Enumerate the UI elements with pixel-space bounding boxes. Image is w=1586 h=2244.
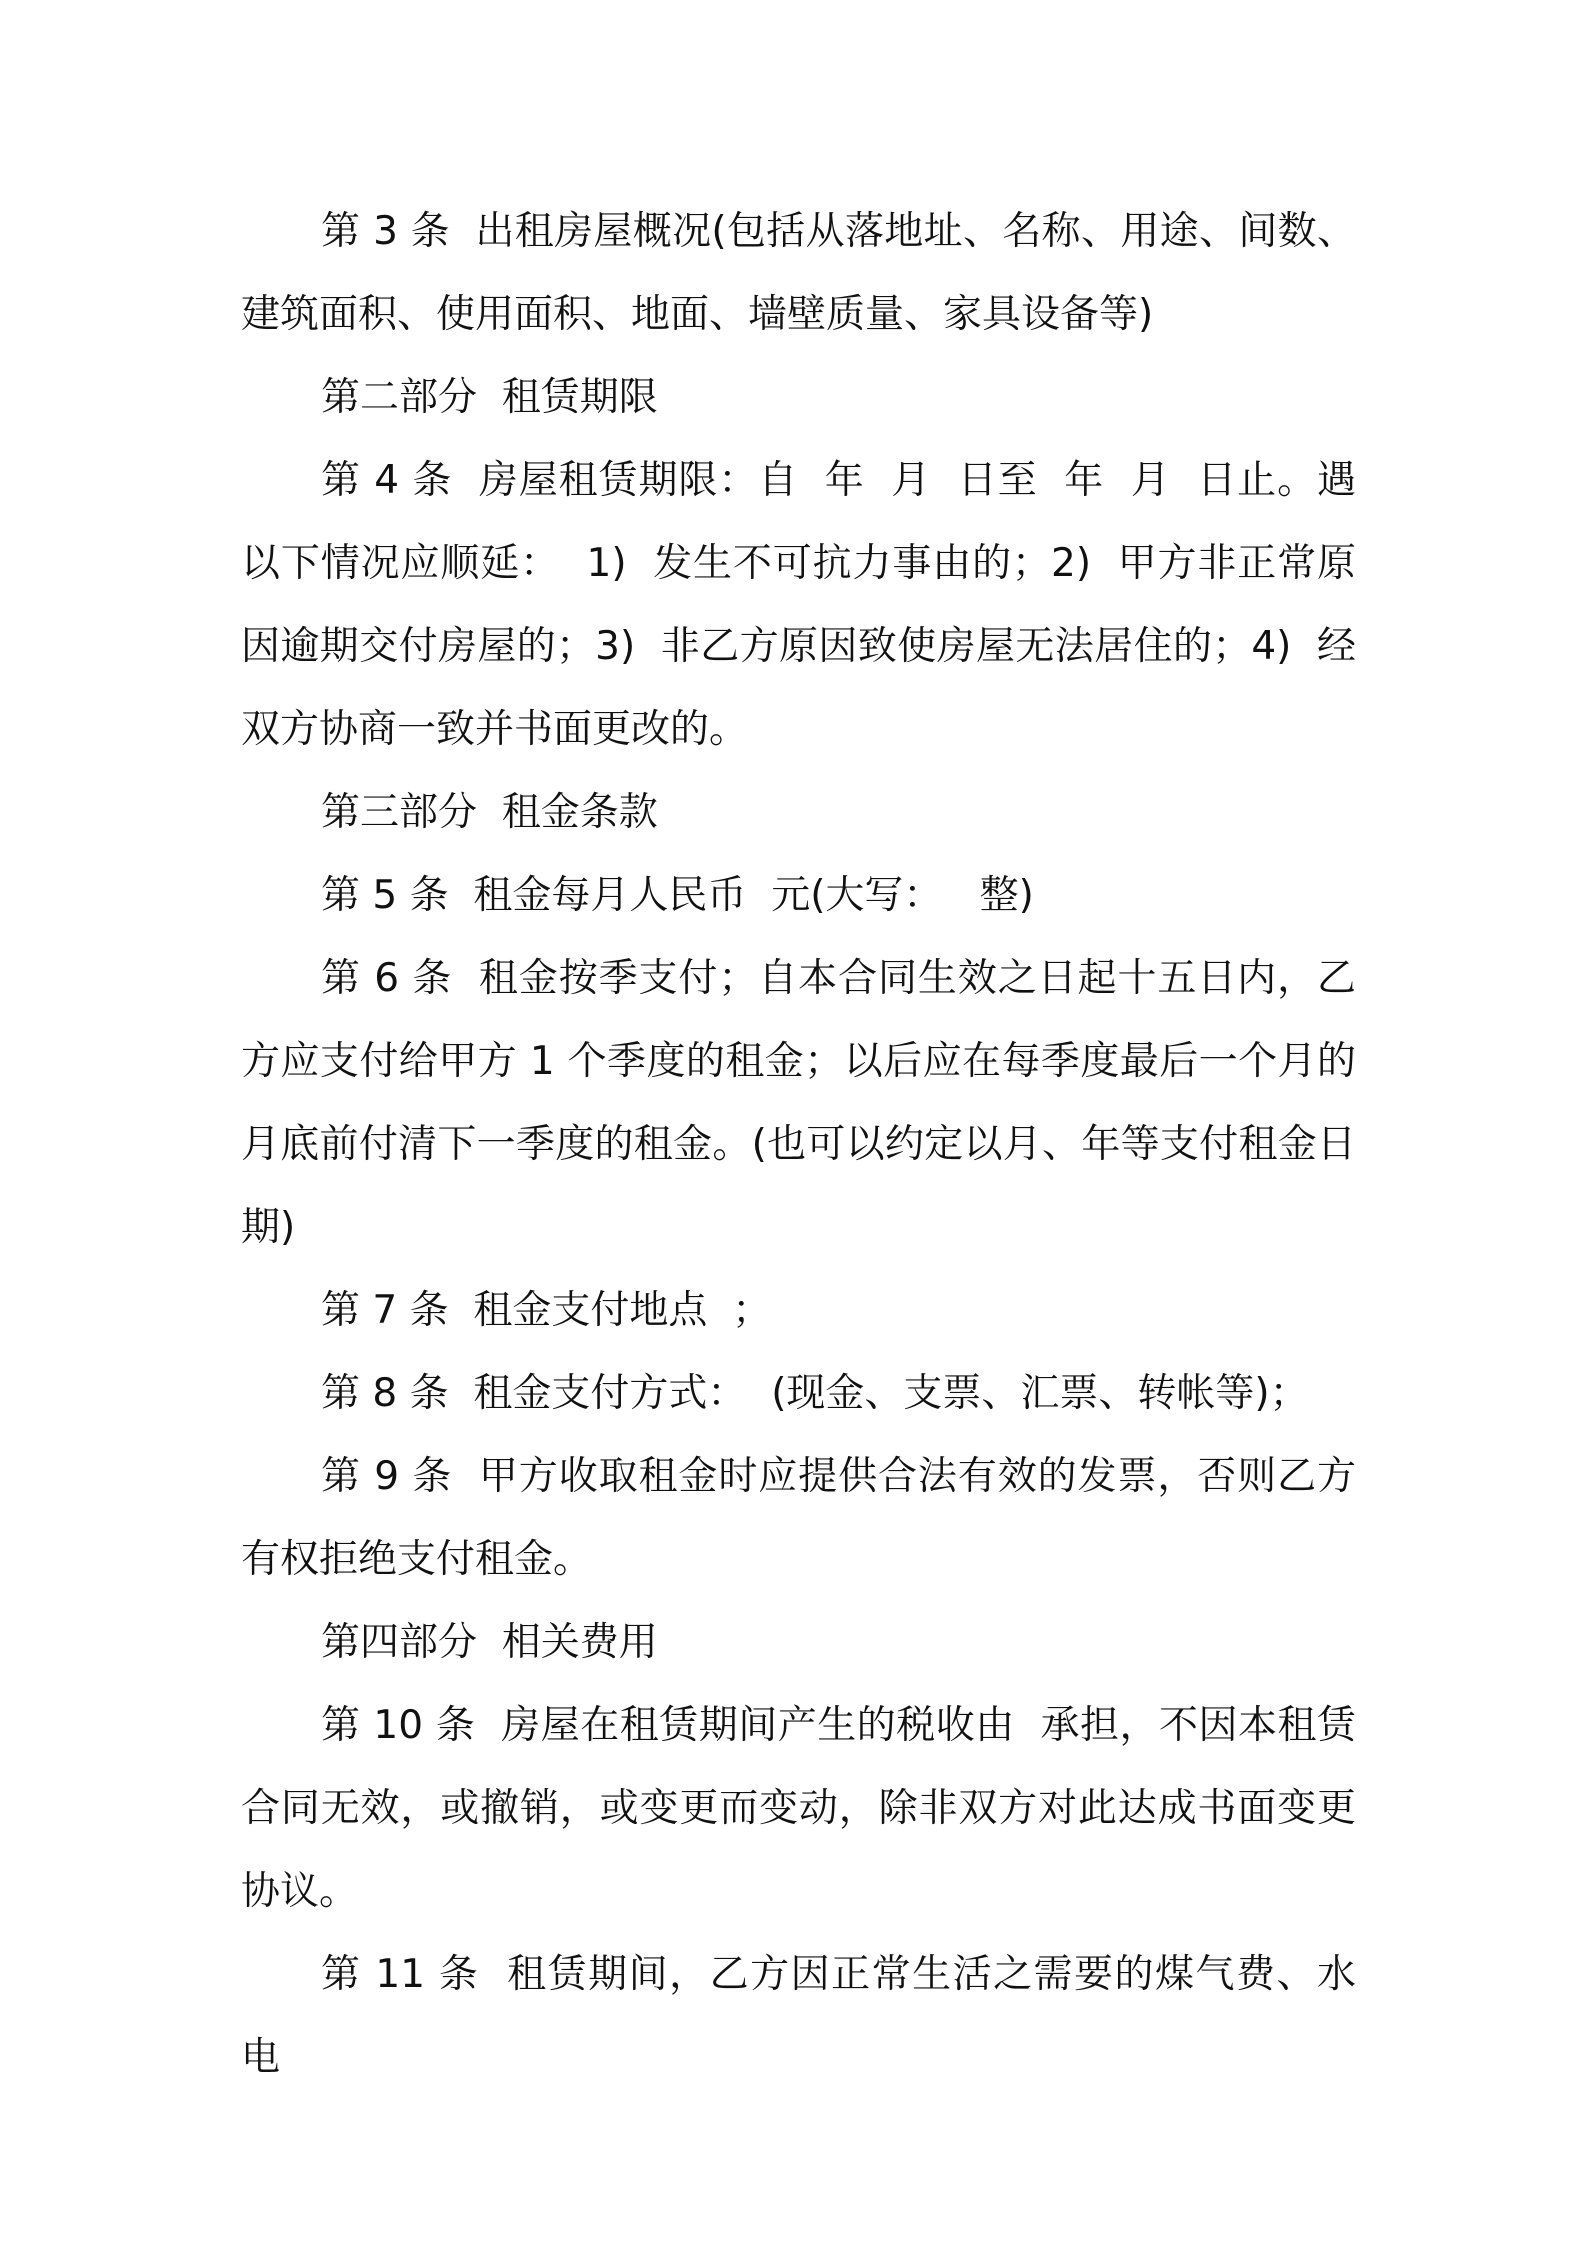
article-7-paragraph: 第 7 条 租金支付地点 ； [321, 1288, 772, 1333]
article-4-paragraph: 第 4 条 房屋租赁期限：自 年 月 日至 年 月 日止。遇以下情况应顺延： 1) 发生不可抗力事由的；2) 甲方非正常原因逾期交付房屋的；3) 非乙方原因致使房屋无法居住的；4) 经双方协商一致并书面更改的。 [241, 458, 1356, 752]
article-3-paragraph: 第 3 条 出租房屋概况(包括从落地址、名称、用途、间数、建筑面积、使用面积、地面、墙壁质量、家具设备等) [241, 209, 1356, 337]
part-2-heading: 第二部分 租赁期限 [321, 375, 658, 420]
article-10-paragraph: 第 10 条 房屋在租赁期间产生的税收由 承担，不因本租赁合同无效，或撤销，或变更而变动，除非双方对此达成书面变更协议。 [241, 1703, 1356, 1914]
part-3-heading: 第三部分 租金条款 [321, 790, 658, 835]
article-5-paragraph: 第 5 条 租金每月人民币 元(大写： 整) [321, 873, 1034, 918]
document-body [241, 190, 1356, 2099]
article-6-paragraph: 第 6 条 租金按季支付；自本合同生效之日起十五日内，乙方应支付给甲方 1 个季度的租金；以后应在每季度最后一个月的月底前付清下一季度的租金。(也可以约定以月、年等支付租金日期) [241, 956, 1356, 1250]
article-11-paragraph: 第 11 条 租赁期间，乙方因正常生活之需要的煤气费、水电 [241, 1952, 1356, 2080]
article-9-paragraph: 第 9 条 甲方收取租金时应提供合法有效的发票，否则乙方有权拒绝支付租金。 [241, 1454, 1356, 1582]
article-8-paragraph: 第 8 条 租金支付方式： (现金、支票、汇票、转帐等)； [321, 1371, 1309, 1416]
part-4-heading: 第四部分 相关费用 [321, 1620, 658, 1665]
